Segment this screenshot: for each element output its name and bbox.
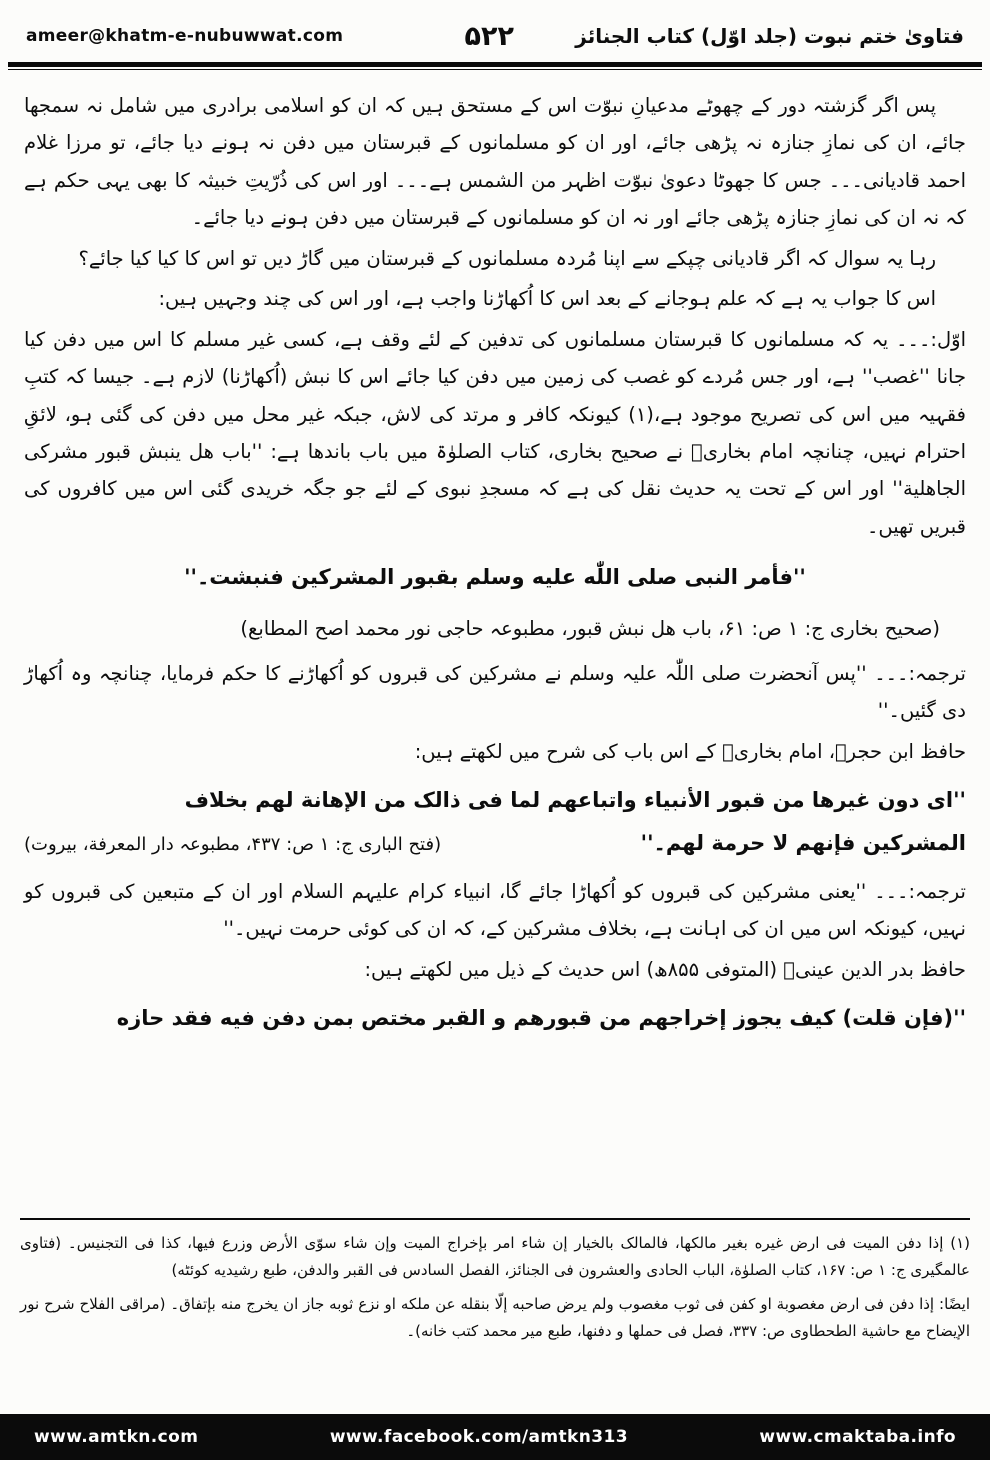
page-number: ۵۲۲: [464, 20, 514, 52]
reference-fath-albari: (فتح الباری ج: ۱ ص: ۴۳۷، مطبوعہ دار المعرفة، بیروت): [24, 833, 442, 855]
paragraph-aini-intro: حافظ بدر الدین عینیؒ (المتوفی ۸۵۵ھ) اس حدیث کے ذیل میں لکھتے ہیں:: [364, 957, 966, 981]
paragraph-answer: اس کا جواب یہ ہے کہ علم ہوجانے کے بعد اس کا اُکھاڑنا واجب ہے، اور اس کی چند وجہیں ہیں:: [158, 287, 936, 311]
translation-fath-albari: ترجمہ:۔۔۔ ''یعنی مشرکین کی قبروں کو اُکھاڑا جائے گا، انبیاء کرام علیہم السلام اور ان کے متبعین کی قبروں کو نہیں، کیونکہ اس میں ان کی اہانت ہے، بخلاف مشرکین کے، کہ ان کی کوئی حرمت نہیں۔'': [24, 879, 966, 941]
page-header: [0, 0, 990, 62]
footer-url-cmaktaba: www.cmaktaba.info: [759, 1427, 956, 1447]
header-rule-thin: [8, 69, 982, 70]
footer-url-amtkn: www.amtkn.com: [34, 1427, 199, 1447]
main-text: [0, 76, 990, 1216]
paragraph-first-reason: اوّل:۔۔۔ یہ کہ مسلمانوں کا قبرستان مسلمانوں کی تدفین کے لئے وقف ہے، کسی غیر مسلم کا اس میں دفن کیا جانا ''غصب'' ہے، اور جس مُردے کو غصب کی زمین میں دفن کیا جائے اس کا نبش (اُکھاڑنا) لازم ہے۔ جیسا کہ کتبِ فقہیہ میں اس کی تصریح موجود ہے،(۱) کیونکہ کافر و مرتد کی لاش، جبکہ غیر محل میں دفن کی گئی ہو، لائقِ احترام نہیں، چنانچہ امام بخاریؒ نے صحیح بخاری، کتاب الصلوٰۃ میں باب باندھا ہے: ''باب هل ینبش قبور مشرکی الجاهلیة'' اور اس کے تحت یہ حدیث نقل کی ہے کہ مسجدِ نبوی کے لئے جو جگہ خریدی گئی اس میں کافروں کی قبریں تھیں۔: [24, 327, 966, 538]
arabic-quote-fath-albari-line1: ''ای دون غیرها من قبور الأنبیاء واتباعهم لما فی ذالک من الإهانة لهم بخلاف: [184, 788, 966, 813]
reference-bukhari: (صحیح بخاری ج: ۱ ص: ۶۱، باب هل نبش قبور، مطبوعہ حاجی نور محمد اصح المطابع): [240, 616, 940, 640]
footnotes-section: [20, 1218, 970, 1353]
arabic-quote-aini: ''(فإن قلت) کیف یجوز إخراجهم من قبورهم و القبر مختص بمن دفن فیه فقد حازه: [116, 1006, 966, 1031]
footer-bar: [0, 1414, 990, 1460]
paragraph-question: رہا یہ سوال کہ اگر قادیانی چپکے سے اپنا مُردہ مسلمانوں کے قبرستان میں گاڑ دیں تو اس کا کیا کیا جائے؟: [78, 246, 936, 270]
arabic-quote-fath-albari-line2: [24, 823, 966, 863]
contact-email: ameer@khatm-e-nubuwwat.com: [26, 26, 344, 46]
paragraph-intro: پس اگر گزشتہ دور کے چھوٹے مدعیانِ نبوّت اس کے مستحق ہیں کہ ان کو اسلامی برادری میں شامل نہ سمجھا جائے، ان کی نمازِ جنازہ نہ پڑھی جائے، اور ان کو مسلمانوں کے قبرستان میں دفن نہ ہونے دیا جائے، تو مرزا غلام احمد قادیانی۔۔۔ جس کا جھوٹا دعویٰ نبوّت اظہر من الشمس ہے۔۔۔ اور اس کی ذُرّیتِ خبیثہ کا بھی یہی حکم ہے کہ نہ ان کی نمازِ جنازہ پڑھی جائے اور نہ ان کو مسلمانوں کے قبرستان میں دفن ہونے دیا جائے۔: [24, 94, 966, 230]
book-title: فتاویٰ ختم نبوت (جلد اوّل) کتاب الجنائز: [575, 24, 964, 48]
header-rule: [8, 62, 982, 70]
arabic-quote-bukhari: ''فأمر النبی صلی اللّٰه علیه وسلم بقبور المشرکین فنبشت۔'': [184, 565, 806, 590]
translation-bukhari: ترجمہ:۔۔۔ ''پس آنحضرت صلی اللّٰہ علیہ وسلم نے مشرکین کی قبروں کو اُکھاڑنے کا حکم فرمایا، چنانچہ وہ اُکھاڑ دی گئیں۔'': [24, 662, 966, 723]
header-rule-thick: [8, 62, 982, 67]
paragraph-ibn-hajar-intro: حافظ ابن حجرؒ، امام بخاریؒ کے اس باب کی شرح میں لکھتے ہیں:: [414, 739, 966, 763]
footnote-2: ایضًا: إذا دفن فی ارض مغصوبة او کفن فی ثوب مغصوب ولم یرض صاحبه إلّا بنقله عن ملکه او نزع ثوبه جاز ان یخرج منه بإتفاق۔ (مراقی الفلاح شرح نور الإیضاح مع حاشیة الطحطاوی ص: ۳۳۷، فصل فی حملها و دفنها، طبع میر محمد کتب خانه)۔: [20, 1295, 970, 1341]
footer-url-facebook: www.facebook.com/amtkn313: [329, 1427, 628, 1447]
footnote-1: (۱) إذا دفن المیت فی ارض غیره بغیر مالکها، فالمالک بالخیار إن شاء امر بإخراج المیت وإن شاء سوّی الأرض وزرع فیها، کذا فی التجنیس۔ (فتاوی عالمگیری ج: ۱ ص: ۱۶۷، کتاب الصلوٰة، الباب الحادی والعشرون فی الجنائز، الفصل السادس فی القبر والدفن، طبع رشیدیه کوئٹه): [20, 1234, 970, 1279]
arabic-quote-tail: المشرکین فإنهم لا حرمة لهم۔'': [640, 830, 966, 855]
